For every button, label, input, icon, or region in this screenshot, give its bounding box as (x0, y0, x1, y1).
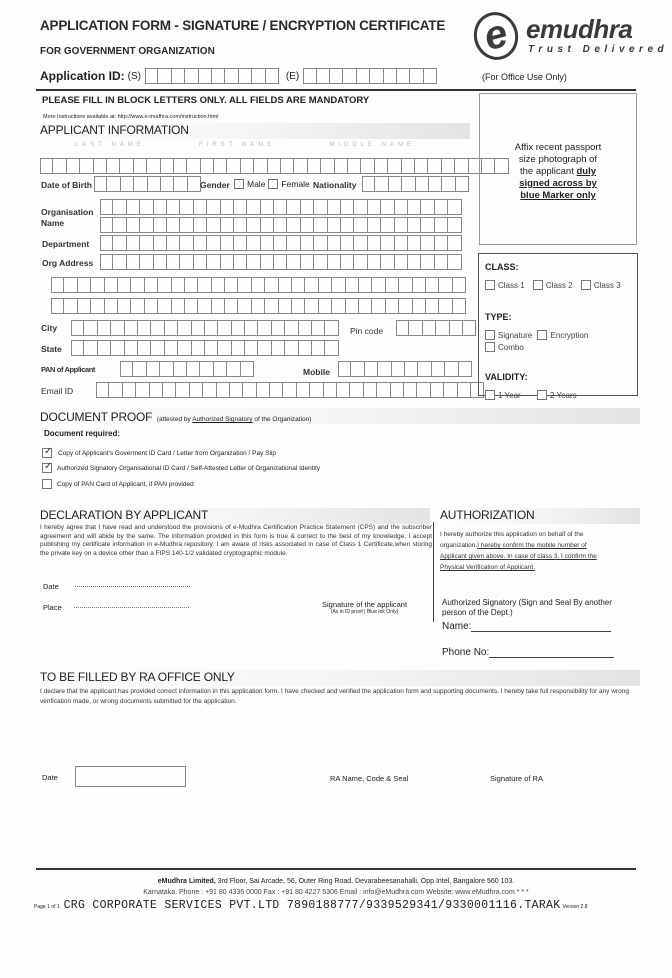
1-year-checkbox[interactable] (485, 390, 495, 400)
middle-name-label: MIDDLE NAME (329, 142, 415, 148)
last-name-label: LAST NAME (75, 142, 145, 148)
footer-stamp-row (34, 899, 588, 912)
declaration-date-label: Date (43, 582, 59, 591)
ra-date-label: Date (42, 773, 58, 782)
female-checkbox[interactable] (268, 179, 278, 189)
first-name-label: FIRST NAME (199, 142, 276, 148)
validity-heading: VALIDITY: (485, 372, 528, 382)
more-instructions: More Instructions available at: http://www.e-mudhra.com/instruction.html (43, 114, 219, 120)
doc-2-label: Authorized Signatory Organisational ID Card / Self-Attested Letter of Organizational Identity (57, 464, 321, 472)
footer-contact: Karnataka. Phone : +91 80 4336 0000 Fax : +91 80 4227 5306 Email : info@eMudhra.com Website: www.eMudhra.com * * * (143, 889, 529, 896)
photo-emph3: blue Marker only (520, 190, 596, 201)
dob-boxes[interactable] (94, 176, 201, 192)
authorization-name-label: Name: (442, 621, 472, 632)
office-use-note: (For Office Use Only) (482, 72, 567, 82)
department-label: Department (42, 239, 90, 249)
photo-line1: Affix recent passport (514, 142, 602, 153)
gender-label: Gender (200, 180, 230, 190)
city-label: City (41, 323, 58, 333)
applicant-signature-note: (As in ID proof | Blue Ink Only) (330, 609, 399, 615)
declaration-date-field[interactable] (75, 586, 190, 587)
dob-label: Date of Birth (41, 180, 92, 190)
class-heading: CLASS: (485, 262, 519, 272)
signature-label: Signature (498, 330, 533, 340)
org-name-label-1: Organisation (41, 207, 94, 217)
encryption-checkbox[interactable] (537, 330, 547, 340)
footer-divider (36, 868, 636, 870)
pan-label: PAN of Applicant (41, 365, 96, 374)
logo-tagline: Trust Delivered (528, 44, 669, 55)
block-letters-instruction: PLEASE FILL IN BLOCK LETTERS ONLY. ALL FIELDS ARE MANDATORY (42, 95, 370, 106)
state-boxes[interactable] (71, 340, 339, 356)
authorization-name-row (442, 621, 611, 632)
application-id-row (40, 68, 437, 84)
2-years-checkbox[interactable] (537, 390, 547, 400)
authorization-text-2: I hereby confirm the mobile number of Applicant given above. In case of class 3, I confirm the Physical Verification of Applicant. (440, 542, 597, 571)
app-id-end-label: (E) (285, 70, 300, 82)
doc-3-checkbox[interactable] (42, 479, 52, 489)
applicant-signature-label: Signature of the applicant (322, 600, 408, 609)
department-boxes[interactable] (100, 235, 462, 251)
org-name-boxes-1[interactable] (100, 199, 462, 215)
class-3-label: Class 3 (593, 280, 621, 290)
female-label: Female (281, 179, 310, 189)
ra-office-title: TO BE FILLED BY RA OFFICE ONLY (40, 670, 640, 686)
male-label: Male (247, 179, 266, 189)
declaration-date-row (43, 582, 190, 591)
photo-line2: size photograph of (518, 154, 598, 165)
state-label: State (41, 344, 62, 354)
authorization-text-1: I hereby authorize this application on behalf of the organization. (440, 531, 584, 549)
class-3-checkbox[interactable] (581, 280, 591, 290)
class-2-label: Class 2 (545, 280, 573, 290)
gender-options (234, 179, 310, 189)
doc-2-checkbox[interactable] (42, 463, 52, 473)
mobile-boxes[interactable] (338, 361, 472, 377)
org-address-boxes-1[interactable] (100, 254, 462, 270)
org-address-boxes-2[interactable] (51, 277, 466, 293)
nationality-label: Nationality (313, 180, 357, 190)
ra-signature-label: Signature of RA (490, 774, 543, 783)
document-item (42, 479, 194, 489)
footer-address (0, 878, 672, 885)
type-heading: TYPE: (485, 312, 512, 322)
stamp-text: CRG CORPORATE SERVICES PVT.LTD 7890188777/9339529341/9330001116.TARAK (63, 899, 561, 912)
signature-checkbox[interactable] (485, 330, 495, 340)
org-name-label (41, 207, 93, 229)
mobile-label: Mobile (303, 367, 330, 377)
city-boxes[interactable] (71, 320, 339, 336)
document-proof-title: DOCUMENT PROOF (40, 410, 153, 424)
authorization-title: AUTHORIZATION (440, 508, 640, 524)
vertical-divider (433, 522, 434, 622)
org-address-boxes-3[interactable] (51, 298, 466, 314)
version-label: Version 2.8 (562, 904, 588, 910)
nationality-boxes[interactable] (362, 176, 469, 192)
org-name-label-2: Name (41, 218, 65, 228)
document-proof-header (40, 408, 640, 424)
authorized-signatory: Authorized Signatory (Sign and Seal By another person of the Dept.) (442, 598, 612, 617)
pan-boxes[interactable] (120, 361, 254, 377)
email-label: Email ID (41, 386, 74, 396)
photo-line3: the applicant (519, 166, 574, 177)
app-id-end-boxes[interactable] (303, 68, 437, 84)
document-required-label: Document required: (44, 429, 121, 438)
footer-company: eMudhra Limited, (157, 878, 216, 885)
footer-address-text: 3rd Floor, Sai Arcade, 56, Outer Ring Road, Devarabeesanahalli, Opp Intel, Bangalore 560 103. (215, 878, 515, 885)
doc-3-label: Copy of PAN Card of Applicant, if PAN provided (57, 480, 194, 488)
app-id-start-label: (S) (127, 70, 142, 82)
form-subtitle: FOR GOVERNMENT ORGANIZATION (40, 46, 215, 57)
name-labels (75, 142, 415, 148)
applicant-info-heading: APPLICANT INFORMATION (40, 123, 470, 139)
form-title: APPLICATION FORM - SIGNATURE / ENCRYPTION CERTIFICATE (40, 18, 446, 33)
emudhra-logo (470, 12, 670, 62)
doc-1-label: Copy of Applicant's Goverment ID Card / Letter from Organization / Pay Slip (58, 449, 277, 457)
pincode-label: Pin code (350, 326, 384, 336)
app-id-start-boxes[interactable] (145, 68, 279, 84)
combo-checkbox[interactable] (485, 342, 495, 352)
authorization-phone-label: Phone No: (442, 647, 490, 658)
class-1-checkbox[interactable] (485, 280, 495, 290)
applicant-signature-block (322, 600, 407, 615)
org-name-boxes-2[interactable] (100, 217, 462, 233)
class-1-label: Class 1 (498, 280, 525, 290)
name-boxes[interactable] (40, 158, 509, 174)
ra-date-field[interactable] (75, 766, 186, 787)
2-years-label: 2 Years (549, 390, 577, 400)
pincode-boxes[interactable] (396, 320, 476, 336)
combo-label: Combo (498, 342, 524, 352)
declaration-place-label: Place (43, 603, 62, 612)
ra-office-text: I declare that the applicant has provided correct information in this application form. I have checked and verified the application form and supporting documents. I hereby take full responsibility for any wrong verification made, or wrong documents submitted for the application. (40, 688, 629, 705)
ra-name-label: RA Name, Code & Seal (330, 774, 409, 783)
declaration-text: I hereby agree that I have read and understood the provisions of e-Mudhra Certification Practice Statement (CPS) and the subscriber agreement and will abide by the same. The information provided in this form is true & correct to the best of my knowledge. I accept publishing my certificate information in e-Mudhra repository. I am aware of risks associated in case of Class 1 Certificate,when storing the private key on a device other than a FIPS 140-1/2 validated cryptographic module. (40, 524, 432, 557)
application-id-label: Application ID: (40, 69, 125, 83)
logo-e-icon: e (469, 7, 524, 65)
male-checkbox[interactable] (234, 179, 244, 189)
photo-emph2: signed across by (519, 178, 597, 189)
org-address-label: Org Address (42, 258, 94, 268)
doc-1-checkbox[interactable] (42, 448, 52, 458)
header-divider (36, 89, 636, 91)
declaration-title: DECLARATION BY APPLICANT (40, 508, 430, 524)
authorization-phone-field[interactable] (489, 647, 614, 658)
document-item (42, 448, 276, 458)
authorization-text (440, 529, 610, 573)
photo-emph1: duly (576, 166, 597, 177)
page-number: Page 1 of 1 (34, 904, 60, 910)
authorization-name-field[interactable] (471, 621, 611, 632)
photo-box (479, 93, 637, 245)
authorization-phone-row (442, 647, 614, 658)
declaration-place-field[interactable] (74, 607, 189, 608)
declaration-place-row (43, 603, 189, 612)
email-boxes[interactable] (96, 382, 484, 398)
document-proof-note: (attested by Authorized Signatory of the Organization) (156, 416, 312, 423)
encryption-label: Encryption (550, 330, 589, 340)
1-year-label: 1 Year (498, 390, 521, 400)
certificate-options-box (478, 253, 638, 400)
class-2-checkbox[interactable] (533, 280, 543, 290)
logo-name: emudhra (526, 14, 633, 44)
document-item (42, 463, 320, 473)
